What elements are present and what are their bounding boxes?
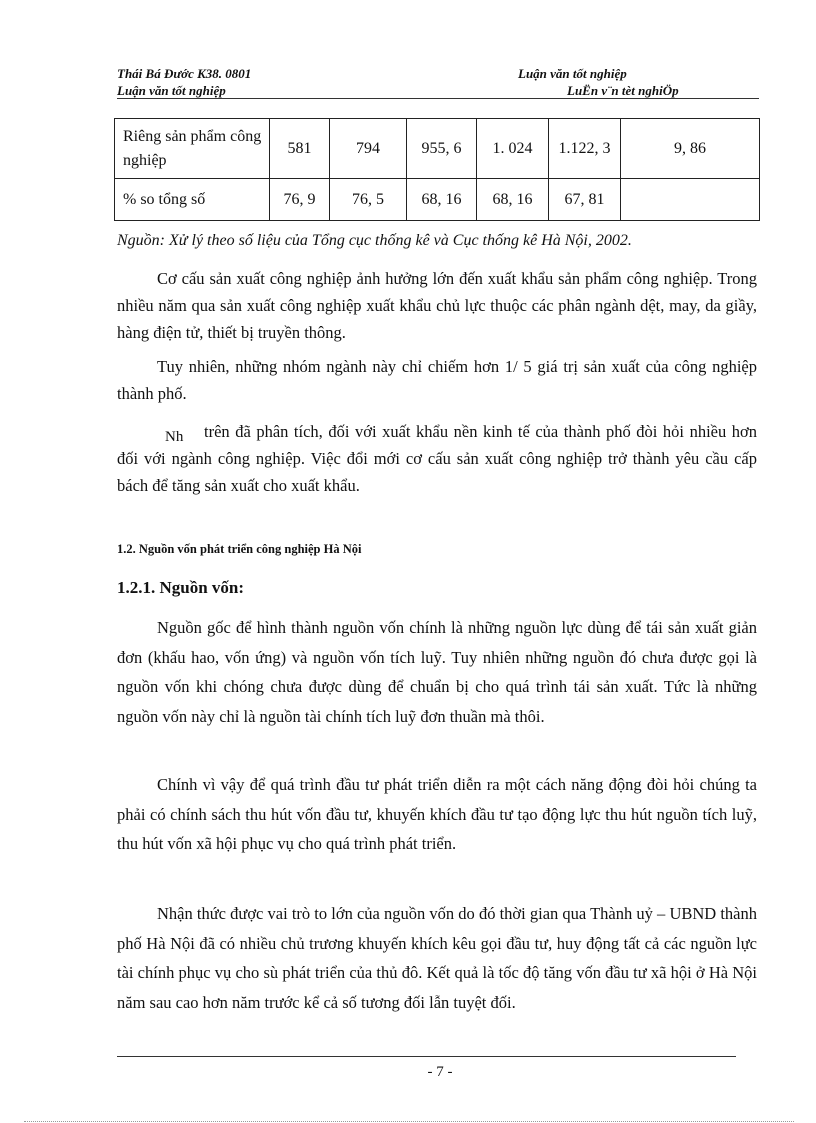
data-table xyxy=(114,118,760,221)
section-heading: 1.2. Nguồn vốn phát triển công nghiệp Hà Nội xyxy=(117,542,362,556)
table-cell: 9, 86 xyxy=(621,119,760,179)
table-cell xyxy=(621,179,760,221)
table-cell: 794 xyxy=(330,119,407,179)
paragraph: Nguồn gốc để hình thành nguồn vốn chính là những nguồn lực dùng để tái sản xuất giản đơn (khấu hao, vốn ứng) và nguồn vốn tích luỹ. Tuy nhiên những nguồn đó chưa được gọi là nguồn vốn khi chóng chưa được dùng để chuẩn bị cho quá trình tái sản xuất. Tức là những nguồn vốn này chỉ là nguồn tài chính tích luỹ đơn thuần mà thôi. xyxy=(117,618,757,726)
table-cell: 1. 024 xyxy=(477,119,549,179)
header-title-right: Luận văn tốt nghiệp xyxy=(518,66,627,81)
table-cell: 1.122, 3 xyxy=(549,119,621,179)
page-edge-dots xyxy=(24,1121,794,1122)
paragraph-fragment: Nh xyxy=(165,429,184,445)
table-cell: 581 xyxy=(270,119,330,179)
header-rule xyxy=(117,98,759,99)
footer-rule xyxy=(117,1056,736,1057)
table-row xyxy=(115,179,760,221)
table-cell-label: Riêng sản phẩm công nghiệp xyxy=(115,119,270,179)
table-cell: 76, 5 xyxy=(330,179,407,221)
table-source-note: Nguồn: Xử lý theo số liệu của Tổng cục thống kê và Cục thống kê Hà Nội, 2002. xyxy=(117,232,632,249)
table-cell: 68, 16 xyxy=(407,179,477,221)
table-cell-label: % so tổng số xyxy=(115,179,270,221)
table-cell: 68, 16 xyxy=(477,179,549,221)
paragraph: Nhận thức được vai trò to lớn của nguồn vốn do đó thời gian qua Thành uỷ – UBND thành phố Hà Nội đã có nhiều chủ trương khuyến khích kêu gọi đầu tư, huy động tất cả các nguồn lực tài chính phục vụ cho sù phát triển của thủ đô. Kết quả là tốc độ tăng vốn đầu tư xã hội ở Hà Nội năm sau cao hơn năm trước kể cả số tương đối lẫn tuyệt đối. xyxy=(117,904,757,1012)
table-cell: 76, 9 xyxy=(270,179,330,221)
paragraph: Tuy nhiên, những nhóm ngành này chỉ chiếm hơn 1/ 5 giá trị sản xuất của công nghiệp thành phố. xyxy=(117,357,757,403)
paragraph: Chính vì vậy để quá trình đầu tư phát triển diễn ra một cách năng động đòi hỏi chúng ta phải có chính sách thu hút vốn đầu tư, khuyến khích đầu tư tạo động lực thu hút nguồn tích luỹ, thu hút vốn xã hội phục vụ cho quá trình phát triển. xyxy=(117,775,757,853)
subsection-heading: 1.2.1. Nguồn vốn: xyxy=(117,578,245,597)
page-number: - 7 - xyxy=(427,1064,453,1080)
header-title-garbled: LuËn v¨n tèt nghiÖp xyxy=(567,83,679,98)
header-author: Thái Bá Đước K38. 0801 xyxy=(117,66,252,81)
paragraph: trên đã phân tích, đối với xuất khẩu nền kinh tế của thành phố đòi hỏi nhiều hơn đối với ngành công nghiệp. Việc đổi mới cơ cấu sản xuất công nghiệp trở thành yêu cầu cấp bách để tăng sản xuất cho xuất khẩu. xyxy=(117,422,757,495)
table-cell: 67, 81 xyxy=(549,179,621,221)
paragraph: Cơ cấu sản xuất công nghiệp ảnh hưởng lớn đến xuất khẩu sản phẩm công nghiệp. Trong nhiều năm qua sản xuất công nghiệp xuất khẩu chủ lực thuộc các phân ngành dệt, may, da giầy, hàng điện tử, thiết bị truyền thông. xyxy=(117,269,757,342)
table-row xyxy=(115,119,760,179)
header-title-left: Luận văn tốt nghiệp xyxy=(117,83,226,98)
table-cell: 955, 6 xyxy=(407,119,477,179)
